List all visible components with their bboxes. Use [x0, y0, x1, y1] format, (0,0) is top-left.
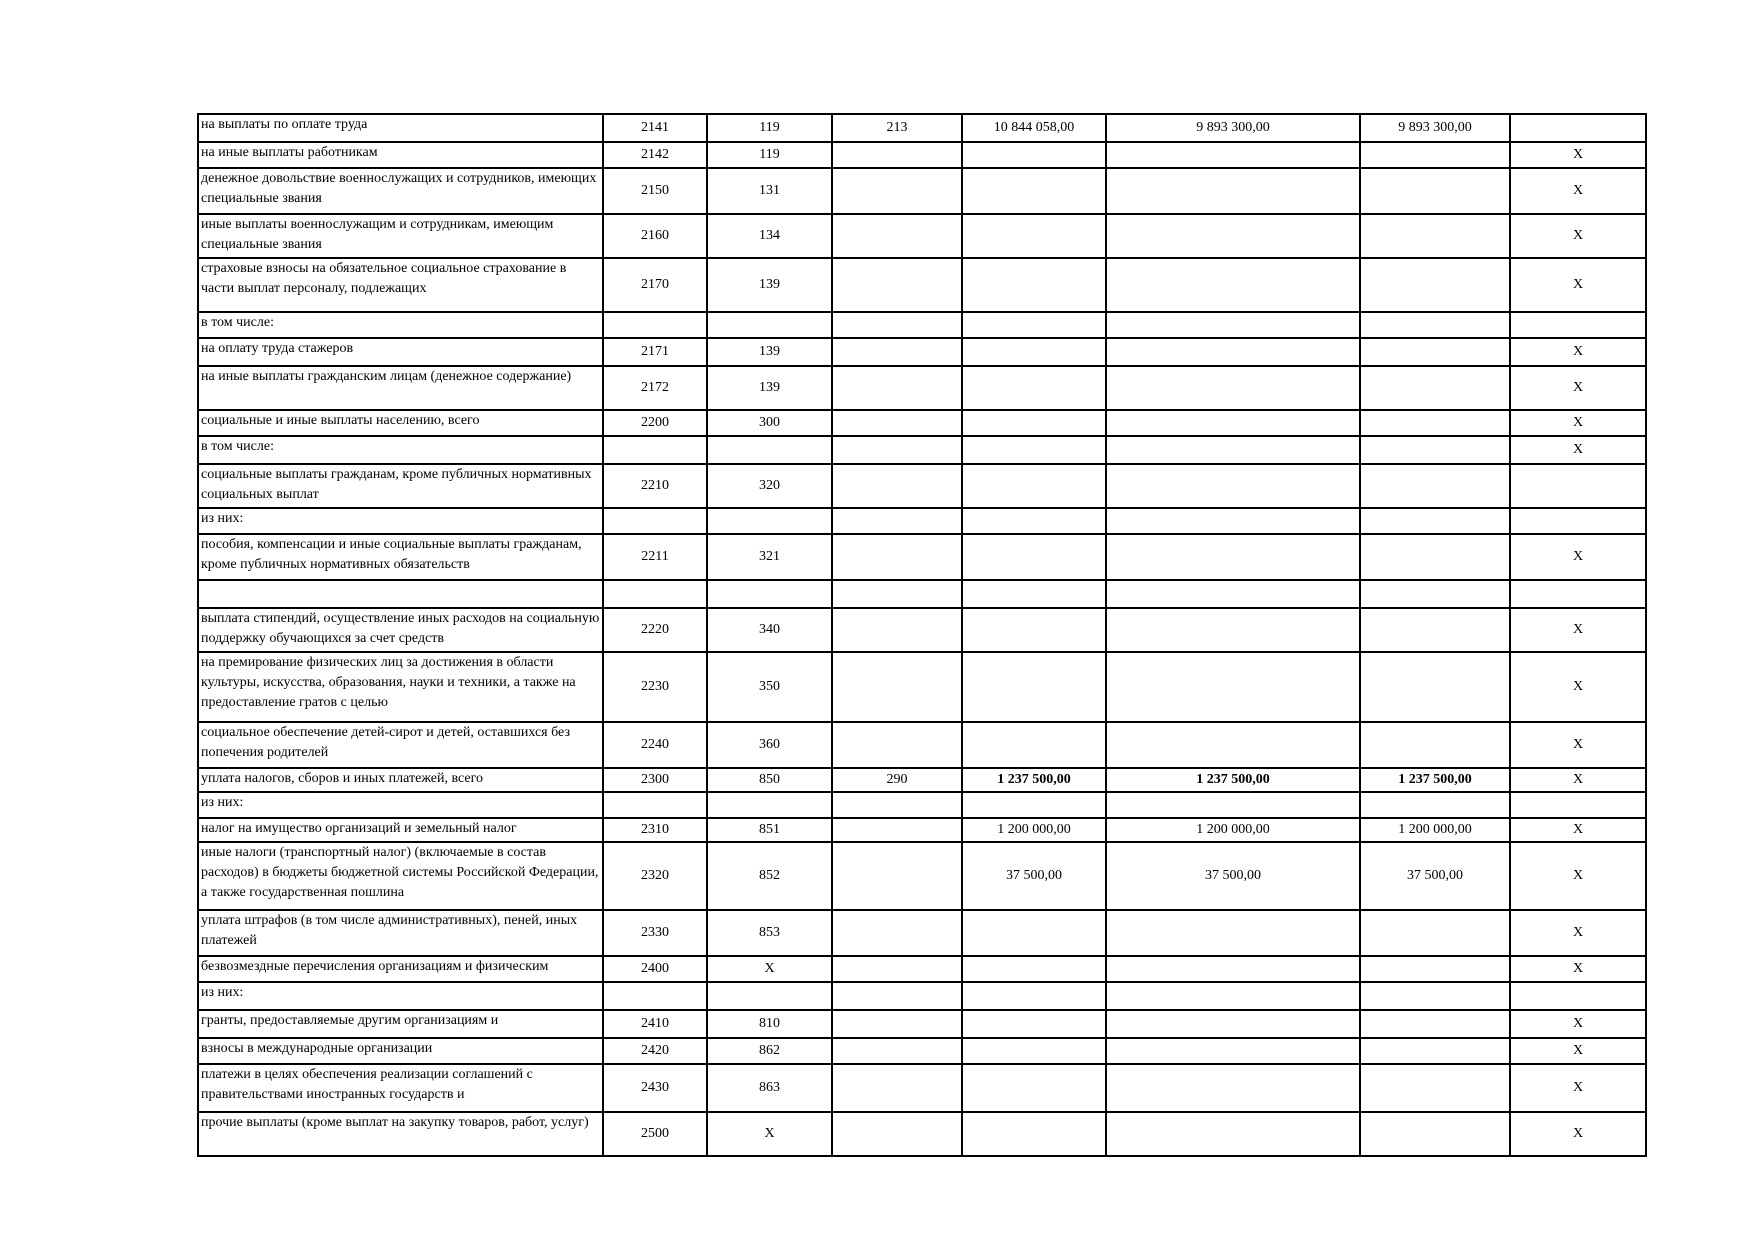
row-value2-cell: [1106, 508, 1360, 534]
table-row: [198, 534, 1646, 580]
table-row: [198, 214, 1646, 258]
row-mark-cell: X: [1510, 1038, 1646, 1064]
row-value1-cell: [962, 982, 1106, 1010]
row-value2-cell: [1106, 1010, 1360, 1038]
row-kbk-cell: 134: [707, 214, 832, 258]
row-code-cell: 2300: [603, 768, 707, 792]
row-kbk-cell: 320: [707, 464, 832, 508]
row-code-cell: 2160: [603, 214, 707, 258]
row-value1-cell: [962, 464, 1106, 508]
row-name-cell: пособия, компенсации и иные социальные выплаты гражданам, кроме публичных нормативных обязательств: [198, 534, 603, 580]
row-value3-cell: [1360, 464, 1510, 508]
row-mark-cell: [1510, 312, 1646, 338]
row-code-cell: 2141: [603, 114, 707, 142]
row-name-cell: взносы в международные организации: [198, 1038, 603, 1064]
table-row: [198, 464, 1646, 508]
row-name-cell: социальные выплаты гражданам, кроме публичных нормативных социальных выплат: [198, 464, 603, 508]
row-value3-cell: [1360, 142, 1510, 168]
row-value3-cell: [1360, 982, 1510, 1010]
row-mark-cell: X: [1510, 842, 1646, 910]
table-row: [198, 142, 1646, 168]
row-code-cell: 2172: [603, 366, 707, 410]
row-mark-cell: X: [1510, 534, 1646, 580]
row-value2-cell: [1106, 168, 1360, 214]
row-kosgu-cell: [832, 534, 962, 580]
row-kosgu-cell: [832, 910, 962, 956]
row-value3-cell: [1360, 652, 1510, 722]
row-code-cell: 2420: [603, 1038, 707, 1064]
row-name-cell: на оплату труда стажеров: [198, 338, 603, 366]
row-value1-cell: [962, 214, 1106, 258]
row-value3-cell: [1360, 1038, 1510, 1064]
row-kbk-cell: 360: [707, 722, 832, 768]
row-kosgu-cell: [832, 608, 962, 652]
row-code-cell: 2310: [603, 818, 707, 842]
row-kbk-cell: [707, 436, 832, 464]
row-kosgu-cell: [832, 1112, 962, 1156]
row-value3-cell: [1360, 608, 1510, 652]
row-value2-cell: [1106, 142, 1360, 168]
row-kbk-cell: 321: [707, 534, 832, 580]
table-row: [198, 722, 1646, 768]
row-name-cell: в том числе:: [198, 312, 603, 338]
row-value3-cell: [1360, 258, 1510, 312]
row-value1-cell: [962, 580, 1106, 608]
row-kbk-cell: 300: [707, 410, 832, 436]
row-name-cell: социальные и иные выплаты населению, всего: [198, 410, 603, 436]
row-code-cell: [603, 982, 707, 1010]
row-value1-cell: [962, 1010, 1106, 1038]
row-value1-cell: [962, 1112, 1106, 1156]
row-mark-cell: X: [1510, 1112, 1646, 1156]
row-kosgu-cell: [832, 168, 962, 214]
row-name-cell: из них:: [198, 508, 603, 534]
row-value3-cell: [1360, 534, 1510, 580]
row-mark-cell: X: [1510, 258, 1646, 312]
table-body: [198, 114, 1646, 1156]
row-kbk-cell: 139: [707, 258, 832, 312]
table-row: [198, 366, 1646, 410]
row-name-cell: из них:: [198, 982, 603, 1010]
row-name-cell: налог на имущество организаций и земельный налог: [198, 818, 603, 842]
row-value1-cell: [962, 608, 1106, 652]
row-name-cell: социальное обеспечение детей-сирот и детей, оставшихся без попечения родителей: [198, 722, 603, 768]
row-value1-cell: [962, 436, 1106, 464]
row-value2-cell: [1106, 410, 1360, 436]
row-mark-cell: X: [1510, 436, 1646, 464]
row-value3-cell: [1360, 338, 1510, 366]
row-mark-cell: X: [1510, 608, 1646, 652]
row-kbk-cell: [707, 982, 832, 1010]
table-row: [198, 338, 1646, 366]
row-mark-cell: [1510, 464, 1646, 508]
row-kosgu-cell: [832, 818, 962, 842]
row-mark-cell: X: [1510, 1010, 1646, 1038]
row-mark-cell: X: [1510, 168, 1646, 214]
row-name-cell: страховые взносы на обязательное социальное страхование в части выплат персоналу, подлежащих: [198, 258, 603, 312]
row-value1-cell: [962, 1038, 1106, 1064]
row-value2-cell: 1 237 500,00: [1106, 768, 1360, 792]
row-name-cell: платежи в целях обеспечения реализации соглашений с правительствами иностранных государств и: [198, 1064, 603, 1112]
row-kosgu-cell: 290: [832, 768, 962, 792]
row-value3-cell: [1360, 956, 1510, 982]
row-value2-cell: 1 200 000,00: [1106, 818, 1360, 842]
row-value2-cell: [1106, 312, 1360, 338]
row-value2-cell: [1106, 1112, 1360, 1156]
row-value2-cell: 37 500,00: [1106, 842, 1360, 910]
row-name-cell: на премирование физических лиц за достижения в области культуры, искусства, образования, науки и техники, а также на предоставление гратов с целью: [198, 652, 603, 722]
table-row: [198, 258, 1646, 312]
row-name-cell: выплата стипендий, осуществление иных расходов на социальную поддержку обучающихся за счет средств: [198, 608, 603, 652]
row-name-cell: уплата штрафов (в том числе административных), пеней, иных платежей: [198, 910, 603, 956]
row-code-cell: 2240: [603, 722, 707, 768]
table-row: [198, 768, 1646, 792]
row-value3-cell: 9 893 300,00: [1360, 114, 1510, 142]
row-kosgu-cell: [832, 1038, 962, 1064]
row-mark-cell: X: [1510, 956, 1646, 982]
row-code-cell: 2200: [603, 410, 707, 436]
table-row: [198, 1112, 1646, 1156]
row-name-cell: гранты, предоставляемые другим организациям и: [198, 1010, 603, 1038]
row-value2-cell: [1106, 580, 1360, 608]
row-name-cell: на иные выплаты гражданским лицам (денежное содержание): [198, 366, 603, 410]
row-mark-cell: X: [1510, 338, 1646, 366]
row-value2-cell: [1106, 1038, 1360, 1064]
row-name-cell: прочие выплаты (кроме выплат на закупку товаров, работ, услуг): [198, 1112, 603, 1156]
row-mark-cell: [1510, 114, 1646, 142]
row-code-cell: 2211: [603, 534, 707, 580]
table-row: [198, 1064, 1646, 1112]
row-value1-cell: 10 844 058,00: [962, 114, 1106, 142]
row-value1-cell: [962, 410, 1106, 436]
row-value2-cell: [1106, 652, 1360, 722]
row-kbk-cell: [707, 312, 832, 338]
row-name-cell: [198, 580, 603, 608]
row-kbk-cell: 852: [707, 842, 832, 910]
row-code-cell: 2430: [603, 1064, 707, 1112]
row-value1-cell: [962, 956, 1106, 982]
row-value2-cell: [1106, 338, 1360, 366]
row-value2-cell: 9 893 300,00: [1106, 114, 1360, 142]
row-kosgu-cell: [832, 410, 962, 436]
financial-table: [197, 113, 1647, 1157]
row-kosgu-cell: [832, 652, 962, 722]
row-kosgu-cell: [832, 312, 962, 338]
table-row: [198, 792, 1646, 818]
table-row: [198, 818, 1646, 842]
row-name-cell: на иные выплаты работникам: [198, 142, 603, 168]
row-kosgu-cell: [832, 580, 962, 608]
row-code-cell: 2142: [603, 142, 707, 168]
row-kosgu-cell: [832, 508, 962, 534]
row-code-cell: [603, 580, 707, 608]
table-row: [198, 580, 1646, 608]
row-kbk-cell: [707, 508, 832, 534]
row-mark-cell: [1510, 508, 1646, 534]
table-row: [198, 410, 1646, 436]
table-row: [198, 982, 1646, 1010]
row-kosgu-cell: [832, 1010, 962, 1038]
row-kosgu-cell: [832, 464, 962, 508]
row-mark-cell: [1510, 792, 1646, 818]
table-row: [198, 312, 1646, 338]
row-kosgu-cell: [832, 982, 962, 1010]
row-value1-cell: [962, 366, 1106, 410]
row-mark-cell: X: [1510, 142, 1646, 168]
row-kbk-cell: 139: [707, 338, 832, 366]
row-mark-cell: [1510, 982, 1646, 1010]
row-kbk-cell: [707, 792, 832, 818]
row-kbk-cell: 119: [707, 114, 832, 142]
row-code-cell: 2150: [603, 168, 707, 214]
row-value2-cell: [1106, 258, 1360, 312]
row-value2-cell: [1106, 982, 1360, 1010]
row-value1-cell: [962, 652, 1106, 722]
row-kbk-cell: 862: [707, 1038, 832, 1064]
table-row: [198, 956, 1646, 982]
row-name-cell: на выплаты по оплате труда: [198, 114, 603, 142]
row-mark-cell: X: [1510, 818, 1646, 842]
row-value1-cell: [962, 142, 1106, 168]
row-code-cell: 2500: [603, 1112, 707, 1156]
row-mark-cell: X: [1510, 722, 1646, 768]
row-value2-cell: [1106, 534, 1360, 580]
row-kbk-cell: 340: [707, 608, 832, 652]
row-mark-cell: X: [1510, 366, 1646, 410]
row-mark-cell: X: [1510, 214, 1646, 258]
row-mark-cell: X: [1510, 910, 1646, 956]
row-kbk-cell: [707, 580, 832, 608]
row-value2-cell: [1106, 956, 1360, 982]
row-value1-cell: [962, 792, 1106, 818]
row-kbk-cell: 851: [707, 818, 832, 842]
table-row: [198, 842, 1646, 910]
row-kbk-cell: 131: [707, 168, 832, 214]
row-code-cell: [603, 508, 707, 534]
row-value2-cell: [1106, 722, 1360, 768]
row-mark-cell: X: [1510, 1064, 1646, 1112]
row-kosgu-cell: [832, 366, 962, 410]
row-value3-cell: [1360, 312, 1510, 338]
row-kosgu-cell: [832, 722, 962, 768]
row-kosgu-cell: 213: [832, 114, 962, 142]
row-kosgu-cell: [832, 258, 962, 312]
row-code-cell: 2400: [603, 956, 707, 982]
row-value2-cell: [1106, 1064, 1360, 1112]
table-row: [198, 1038, 1646, 1064]
table-row: [198, 1010, 1646, 1038]
row-kbk-cell: 850: [707, 768, 832, 792]
table-row: [198, 508, 1646, 534]
document-page: [197, 113, 1647, 1157]
row-kbk-cell: 810: [707, 1010, 832, 1038]
row-value2-cell: [1106, 436, 1360, 464]
row-value3-cell: [1360, 214, 1510, 258]
row-code-cell: 2210: [603, 464, 707, 508]
table-row: [198, 608, 1646, 652]
row-value1-cell: [962, 508, 1106, 534]
row-value3-cell: [1360, 508, 1510, 534]
row-value3-cell: [1360, 910, 1510, 956]
row-value3-cell: [1360, 436, 1510, 464]
table-row: [198, 910, 1646, 956]
row-value1-cell: [962, 338, 1106, 366]
row-value2-cell: [1106, 792, 1360, 818]
row-value3-cell: [1360, 580, 1510, 608]
row-value3-cell: [1360, 410, 1510, 436]
row-kosgu-cell: [832, 842, 962, 910]
row-mark-cell: X: [1510, 652, 1646, 722]
row-value3-cell: [1360, 1010, 1510, 1038]
row-kbk-cell: 863: [707, 1064, 832, 1112]
row-value3-cell: [1360, 366, 1510, 410]
table-row: [198, 114, 1646, 142]
row-name-cell: иные выплаты военнослужащим и сотрудникам, имеющим специальные звания: [198, 214, 603, 258]
row-value2-cell: [1106, 366, 1360, 410]
table-row: [198, 168, 1646, 214]
row-mark-cell: X: [1510, 768, 1646, 792]
row-value1-cell: 1 200 000,00: [962, 818, 1106, 842]
row-name-cell: из них:: [198, 792, 603, 818]
row-kosgu-cell: [832, 956, 962, 982]
row-mark-cell: [1510, 580, 1646, 608]
row-name-cell: в том числе:: [198, 436, 603, 464]
row-kbk-cell: 350: [707, 652, 832, 722]
row-code-cell: 2230: [603, 652, 707, 722]
row-value1-cell: [962, 910, 1106, 956]
row-value1-cell: [962, 1064, 1106, 1112]
row-value1-cell: [962, 168, 1106, 214]
row-kosgu-cell: [832, 792, 962, 818]
row-value3-cell: [1360, 722, 1510, 768]
row-value2-cell: [1106, 464, 1360, 508]
row-value1-cell: 37 500,00: [962, 842, 1106, 910]
row-value1-cell: [962, 722, 1106, 768]
row-value3-cell: [1360, 1064, 1510, 1112]
row-kbk-cell: 119: [707, 142, 832, 168]
row-value3-cell: 1 237 500,00: [1360, 768, 1510, 792]
row-code-cell: 2170: [603, 258, 707, 312]
row-code-cell: [603, 312, 707, 338]
row-name-cell: безвозмездные перечисления организациям и физическим: [198, 956, 603, 982]
row-kosgu-cell: [832, 214, 962, 258]
table-row: [198, 436, 1646, 464]
row-value2-cell: [1106, 608, 1360, 652]
row-code-cell: 2171: [603, 338, 707, 366]
row-name-cell: иные налоги (транспортный налог) (включаемые в состав расходов) в бюджеты бюджетной системы Российской Федерации, а также государственная пошлина: [198, 842, 603, 910]
row-code-cell: 2330: [603, 910, 707, 956]
row-mark-cell: X: [1510, 410, 1646, 436]
row-value1-cell: 1 237 500,00: [962, 768, 1106, 792]
row-kosgu-cell: [832, 436, 962, 464]
row-kbk-cell: 853: [707, 910, 832, 956]
row-code-cell: 2220: [603, 608, 707, 652]
row-value3-cell: 37 500,00: [1360, 842, 1510, 910]
row-value1-cell: [962, 258, 1106, 312]
row-value3-cell: [1360, 792, 1510, 818]
row-code-cell: 2410: [603, 1010, 707, 1038]
row-code-cell: 2320: [603, 842, 707, 910]
row-value2-cell: [1106, 214, 1360, 258]
row-kosgu-cell: [832, 142, 962, 168]
row-value2-cell: [1106, 910, 1360, 956]
row-name-cell: уплата налогов, сборов и иных платежей, всего: [198, 768, 603, 792]
row-kbk-cell: X: [707, 1112, 832, 1156]
row-value3-cell: [1360, 168, 1510, 214]
row-value1-cell: [962, 534, 1106, 580]
row-kbk-cell: 139: [707, 366, 832, 410]
row-kosgu-cell: [832, 338, 962, 366]
table-row: [198, 652, 1646, 722]
row-name-cell: денежное довольствие военнослужащих и сотрудников, имеющих специальные звания: [198, 168, 603, 214]
row-value3-cell: 1 200 000,00: [1360, 818, 1510, 842]
row-code-cell: [603, 436, 707, 464]
row-value3-cell: [1360, 1112, 1510, 1156]
row-value1-cell: [962, 312, 1106, 338]
row-code-cell: [603, 792, 707, 818]
row-kbk-cell: X: [707, 956, 832, 982]
row-kosgu-cell: [832, 1064, 962, 1112]
